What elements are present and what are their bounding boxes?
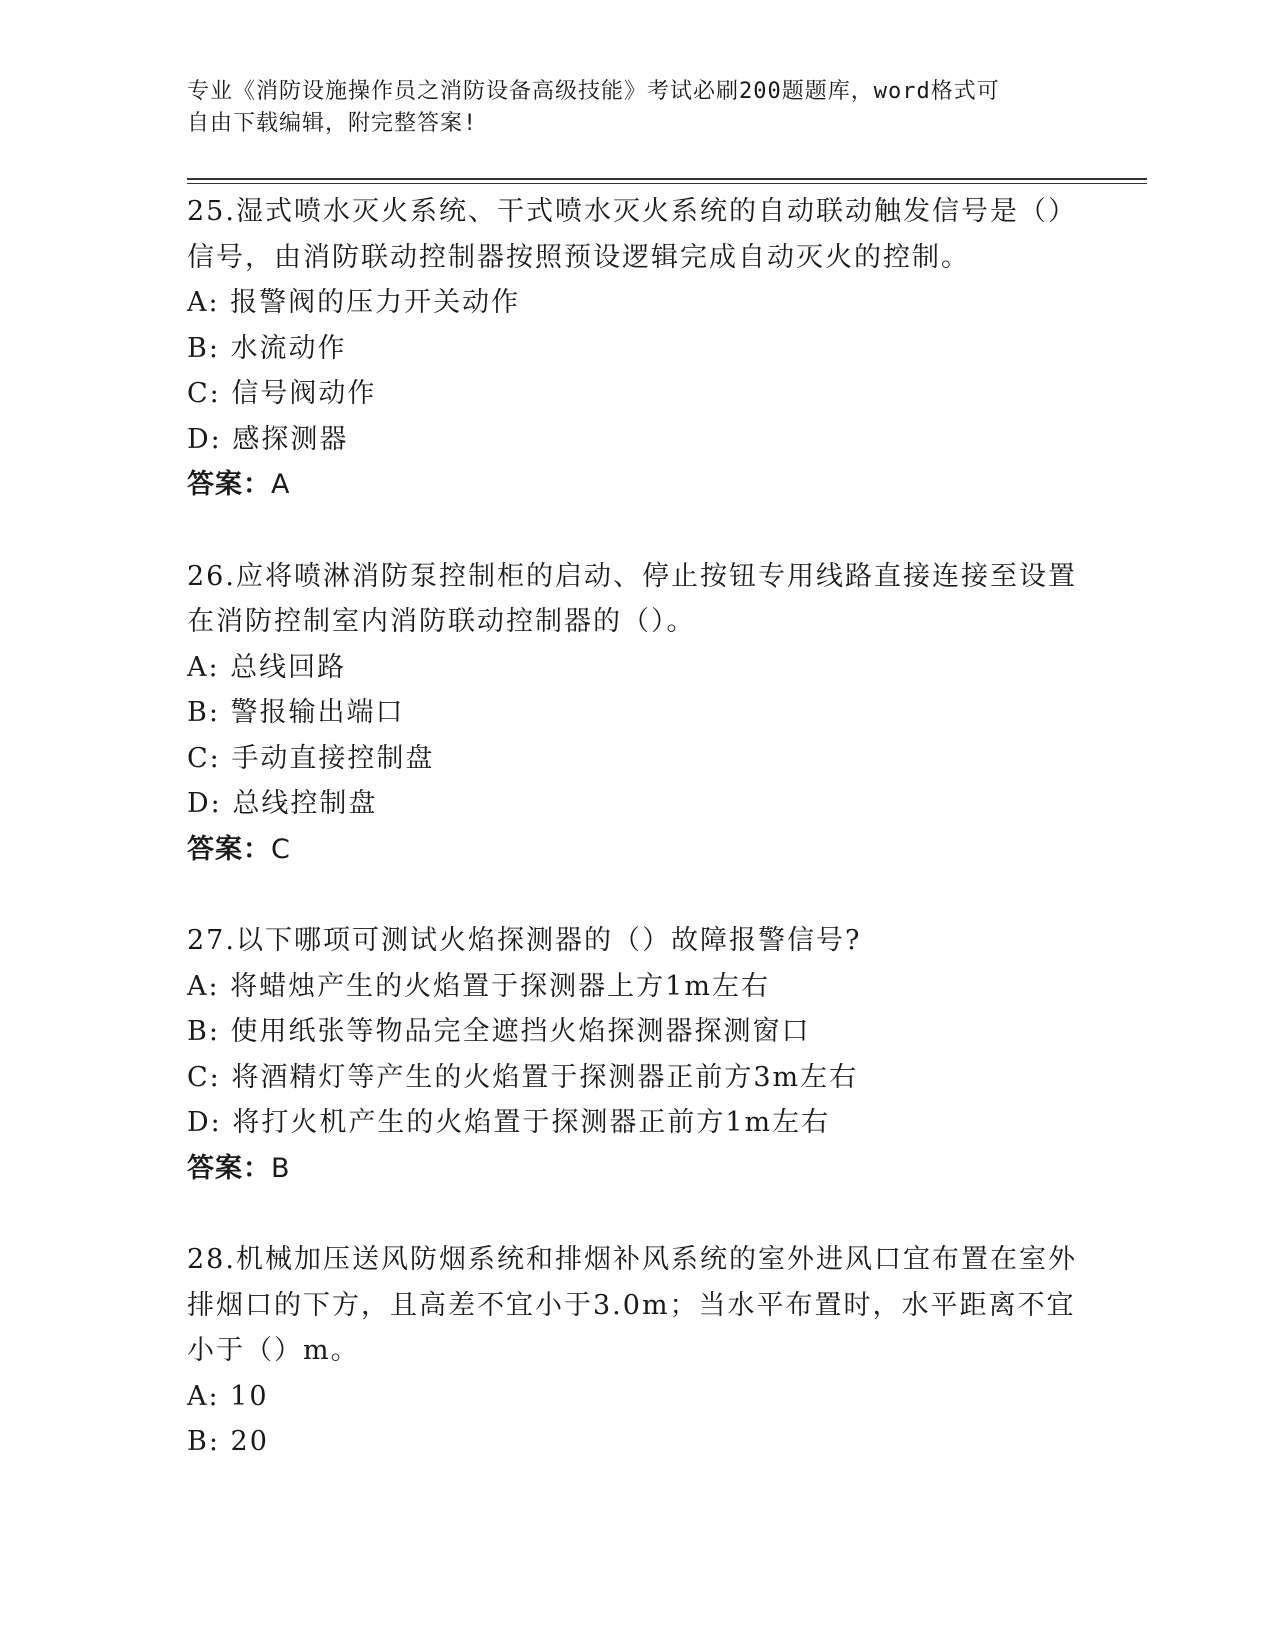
option-b: B: 20 (187, 1426, 269, 1457)
question-stem-line: 28.机械加压送风防烟系统和排烟补风系统的室外进风口宜布置在室外 (187, 1244, 1077, 1275)
option-d: D: 感探测器 (187, 423, 349, 455)
question-stem-line: 25.湿式喷水灭火系统、干式喷水灭火系统的自动联动触发信号是（） (187, 196, 1077, 227)
option-c: C: 手动直接控制盘 (187, 742, 435, 774)
header-line-1: 专业《消防设施操作员之消防设备高级技能》考试必刷200题题库，word格式可 (187, 79, 1000, 104)
question-28 (187, 1237, 1087, 1465)
answer-label: 答案： (187, 1152, 271, 1184)
header-divider-thick (187, 178, 1147, 180)
option-a: A: 将蜡烛产生的火焰置于探测器上方1m左右 (187, 970, 770, 1002)
option-c: C: 将酒精灯等产生的火焰置于探测器正前方3m左右 (187, 1061, 859, 1093)
question-stem-line: 信号，由消防联动控制器按照预设逻辑完成自动灭火的控制。 (187, 241, 970, 273)
question-stem-line: 小于（）m。 (187, 1335, 360, 1366)
option-c: C: 信号阀动作 (187, 378, 377, 409)
option-b: B: 水流动作 (187, 332, 347, 364)
option-a: A: 报警阀的压力开关动作 (187, 287, 521, 318)
answer-value: B (271, 1152, 291, 1184)
answer-label: 答案： (187, 469, 271, 500)
question-stem-line: 在消防控制室内消防联动控制器的（）。 (187, 606, 696, 637)
answer-label: 答案： (187, 833, 271, 865)
question-stem-line: 27.以下哪项可测试火焰探测器的（）故障报警信号? (187, 925, 862, 956)
question-26 (187, 554, 1087, 873)
answer-line (187, 827, 1087, 873)
answer-value: C (271, 833, 291, 865)
header-divider-thin (187, 183, 1147, 184)
option-d: D: 总线控制盘 (187, 788, 378, 819)
question-27 (187, 918, 1087, 1191)
question-stem-line: 26.应将喷淋消防泵控制柜的启动、停止按钮专用线路直接连接至设置 (187, 560, 1077, 592)
option-a: A: 总线回路 (187, 651, 347, 683)
question-stem-line: 排烟口的下方，且高差不宜小于3.0m；当水平布置时，水平距离不宜 (187, 1289, 1076, 1321)
option-b: B: 使用纸张等物品完全遮挡火焰探测器探测窗口 (187, 1016, 811, 1047)
document-header (187, 76, 1067, 140)
question-list (187, 189, 1087, 1465)
answer-line (187, 462, 1087, 508)
option-b: B: 警报输出端口 (187, 697, 405, 728)
answer-line (187, 1146, 1087, 1192)
header-line-2: 自由下载编辑，附完整答案! (187, 111, 478, 136)
option-d: D: 将打火机产生的火焰置于探测器正前方1m左右 (187, 1107, 831, 1138)
option-a: A: 10 (187, 1380, 269, 1412)
question-25 (187, 189, 1087, 508)
answer-value: A (271, 469, 291, 500)
